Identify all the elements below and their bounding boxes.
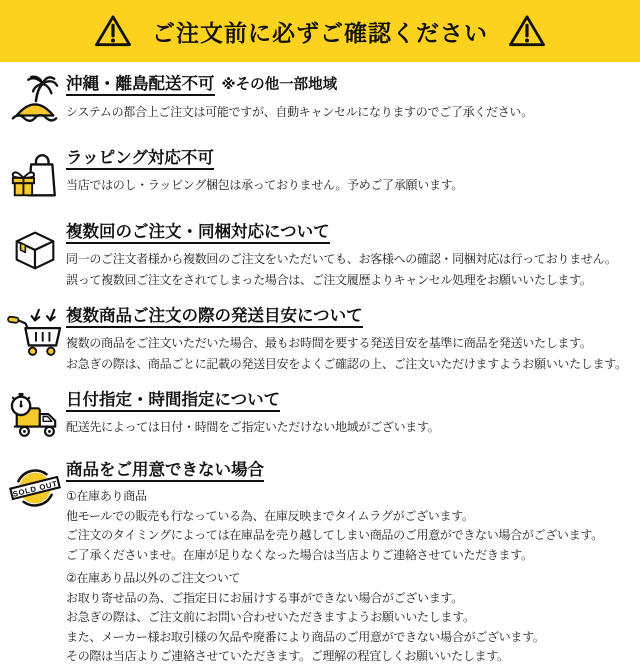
section-okinawa-shipping bbox=[4, 74, 634, 129]
section-text-line: また、メーカー様お取引様の欠品や廃番により商品のご用意ができない場合がございます。 bbox=[66, 629, 545, 644]
warning-triangle-icon bbox=[508, 14, 546, 48]
warning-triangle-icon bbox=[94, 14, 132, 48]
section-text-line: お取り寄せ品の為、ご指定日にお届けする事ができない場合がございます。 bbox=[66, 590, 463, 605]
section-text-line: システムの都合上ご注文は可能ですが、自動キャンセルになりますのでご了承ください。 bbox=[66, 105, 533, 119]
section-text-line: 当店ではのし・ラッピング梱包は承っておりません。予めご了承願います。 bbox=[66, 178, 464, 192]
section-multiple-orders bbox=[4, 222, 634, 291]
section-shipping-lead-time bbox=[4, 306, 634, 375]
section-date-time bbox=[4, 390, 634, 441]
sold-out-label: SOLD OUT bbox=[11, 478, 59, 499]
banner-title: ご注文前に必ずご確認ください bbox=[152, 19, 488, 46]
section-text-line: ご注文のタイミングによっては在庫品を売り越してしまい商品のご用意ができない場合がございます。 bbox=[66, 528, 603, 542]
section-text-line: お急ぎの際は、商品ごとに記載の発送目安をよくご確認の上、ご注文いただけますようお願いいたします。 bbox=[66, 357, 627, 371]
section-text-line: 他モールでの販売も行なっている為、在庫反映までタイムラグがございます。 bbox=[66, 508, 474, 523]
section-text-line: 同一のご注文者様から複数回のご注文をいただいても、お客様への確認・同梱対応は行っておりません。 bbox=[66, 252, 617, 266]
cardboard-box-icon bbox=[4, 222, 66, 291]
section-heading: 複数回のご注文・同梱対応について bbox=[66, 222, 634, 243]
shopping-cart-icon bbox=[4, 306, 66, 375]
section-heading: 沖縄・離島配送不可 ※その他一部地域 bbox=[66, 74, 634, 96]
section-out-of-stock bbox=[4, 460, 634, 667]
section-text-line: ご了承くださいませ。在庫が足りなくなった場合は当店よりご連絡させていただきます。 bbox=[66, 547, 533, 562]
notice-list bbox=[0, 62, 640, 667]
section-text-line: 複数の商品をご注文いただいた場合、最もお時間を要する発送目安を基準に商品を発送いたします。 bbox=[66, 336, 592, 350]
heading-suffix: ※その他一部地域 bbox=[221, 77, 338, 93]
section-heading: ラッピング対応不可 bbox=[66, 148, 634, 169]
gift-bag-icon bbox=[4, 148, 66, 203]
section-text-line: お急ぎの際は、ご注文前にお問い合わせいただきますようお願いいたします。 bbox=[66, 610, 475, 624]
section-no-wrapping bbox=[4, 148, 634, 203]
section-text-line: 誤って複数回ご注文をされてしまった場合は、ご注文履歴よりキャンセル処理をお願いいたします。 bbox=[66, 273, 592, 287]
warning-banner bbox=[0, 0, 640, 62]
section-heading: 日付指定・時間指定について bbox=[66, 390, 634, 411]
sold-out-stamp-icon bbox=[4, 460, 66, 667]
section-text-line: ①在庫あり商品 bbox=[66, 489, 147, 503]
truck-stopwatch-icon bbox=[4, 390, 66, 441]
section-heading: 複数商品ご注文の際の発送目安について bbox=[66, 306, 634, 327]
island-palm-icon bbox=[4, 74, 66, 129]
section-text-line: 配送先によっては日付・時間をご指定いただけない地域がございます。 bbox=[66, 420, 440, 434]
section-heading: 商品をご用意できない場合 bbox=[66, 460, 634, 481]
section-text-line: ②在庫あり品以外のご注文ついて bbox=[66, 571, 241, 585]
section-text-line: その際は当店よりご連絡させていただきます。ご理解の程宜しくお願いいたします。 bbox=[66, 649, 509, 663]
